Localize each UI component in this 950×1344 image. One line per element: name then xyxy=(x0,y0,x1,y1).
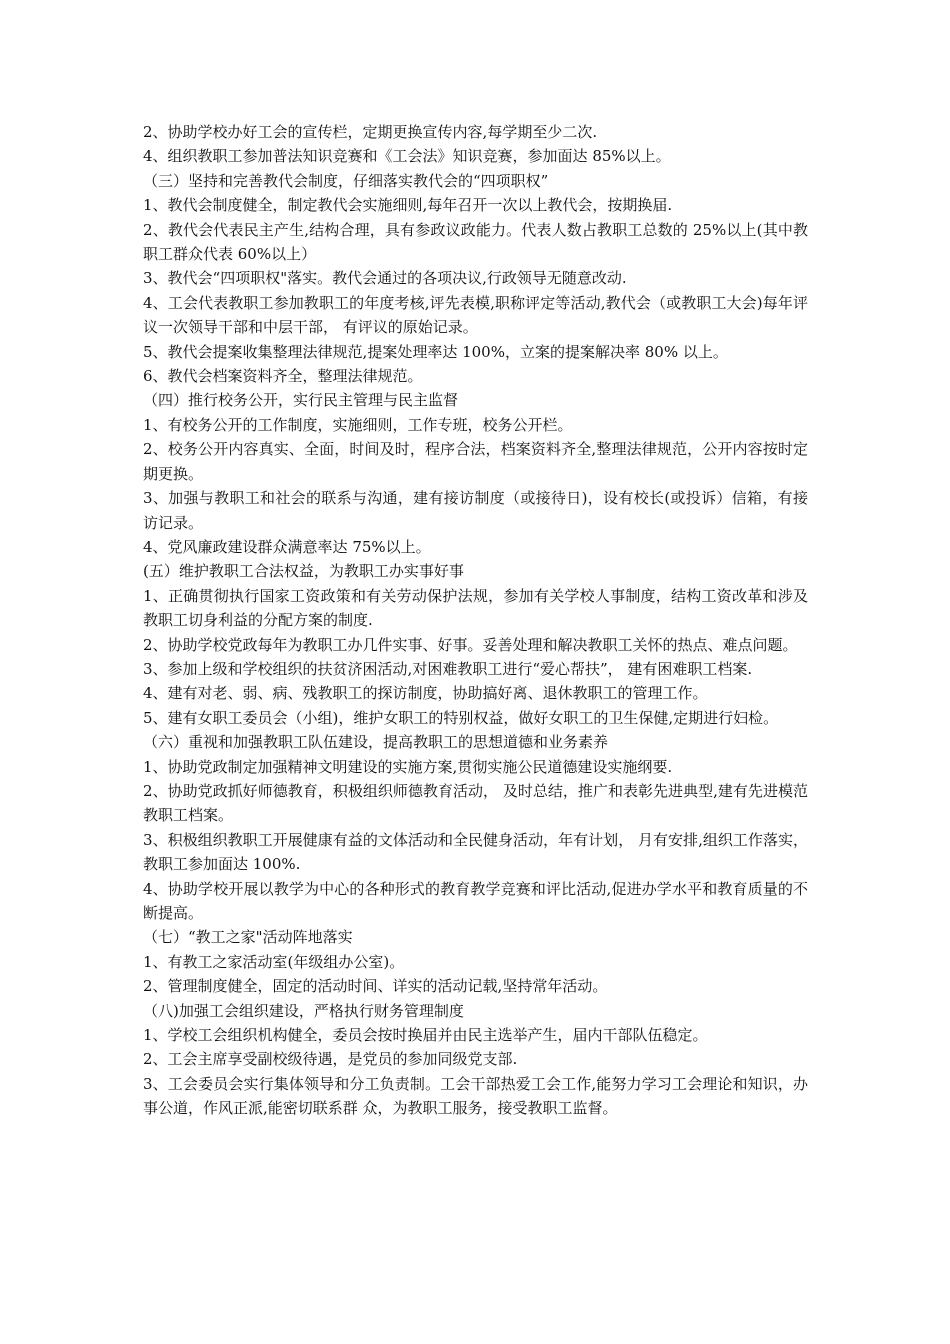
paragraph-line: 4、工会代表教职工参加教职工的年度考核,评先表模,职称评定等活动,教代会（或教职工大会)每年评议一次领导干部和中层干部， 有评议的原始记录。 xyxy=(143,293,808,337)
paragraph-line: 1、有教工之家活动室(年级组办公室)。 xyxy=(143,952,405,971)
section-heading: （七）“教工之家"活动阵地落实 xyxy=(143,928,353,947)
section-heading: (五）维护教职工合法权益，为教职工办实事好事 xyxy=(143,562,464,581)
paragraph-line: 3、参加上级和学校组织的扶贫济困活动,对困难教职工进行“爱心帮扶”， 建有困难职工档案. xyxy=(143,659,753,678)
paragraph-line: 5、教代会提案收集整理法律规范,提案处理率达 100%，立案的提案解决率 80% 以上。 xyxy=(143,342,728,361)
paragraph-line: 4、党风廉政建设群众满意率达 75%以上。 xyxy=(143,537,431,556)
paragraph-line: 2、教代会代表民主产生,结构合理，具有参政议政能力。代表人数占教职工总数的 25%以上(其中教职工群众代表 60%以上） xyxy=(143,220,808,264)
paragraph-line: 2、协助党政抓好师德教育，积极组织师德教育活动， 及时总结，推广和表彰先进典型,建有先进模范教职工档案。 xyxy=(143,781,808,825)
section-heading: （四）推行校务公开，实行民主管理与民主监督 xyxy=(143,391,459,410)
section-heading: （三）坚持和完善教代会制度，仔细落实教代会的“四项职权” xyxy=(143,171,549,190)
paragraph-line: 3、工会委员会实行集体领导和分工负责制。工会干部热爱工会工作,能努力学习工会理论和知识，办事公道，作风正派,能密切联系群 众，为教职工服务，接受教职工监督。 xyxy=(143,1074,808,1118)
paragraph-line: 1、协助党政制定加强精神文明建设的实施方案,贯彻实施公民道德建设实施纲要. xyxy=(143,757,673,776)
paragraph-line: 2、管理制度健全，固定的活动时间、详实的活动记载,坚持常年活动。 xyxy=(143,977,608,996)
document-body xyxy=(143,120,808,1121)
paragraph-line: 2、工会主席享受副校级待遇，是党员的参加同级党支部. xyxy=(143,1050,518,1069)
paragraph-line: 3、加强与教职工和社会的联系与沟通，建有接访制度（或接待日)，设有校长(或投诉）信箱，有接访记录。 xyxy=(143,489,808,532)
section-heading: （六）重视和加强教职工队伍建设，提高教职工的思想道德和业务素养 xyxy=(143,733,609,752)
paragraph-line: 1、正确贯彻执行国家工资政策和有关劳动保护法规，参加有关学校人事制度，结构工资改革和涉及教职工切身利益的分配方案的制度. xyxy=(143,586,808,630)
paragraph-line: 5、建有女职工委员会（小组)，维护女职工的特别权益，做好女职工的卫生保健,定期进行妇检。 xyxy=(143,708,779,727)
paragraph-line: 3、积极组织教职工开展健康有益的文体活动和全民健身活动，年有计划， 月有安排,组织工作落实，教职工参加面达 100%. xyxy=(143,830,808,874)
paragraph-line: 4、建有对老、弱、病、残教职工的探访制度，协助搞好离、退休教职工的管理工作。 xyxy=(143,684,708,703)
paragraph-line: 4、协助学校开展以教学为中心的各种形式的教育教学竞赛和评比活动,促进办学水平和教育质量的不断提高。 xyxy=(143,879,808,922)
paragraph-line: 4、组织教职工参加普法知识竞赛和《工会法》知识竞赛，参加面达 85%以上。 xyxy=(143,147,671,166)
paragraph-line: 2、协助学校党政每年为教职工办几件实事、好事。妥善处理和解决教职工关怀的热点、难点问题。 xyxy=(143,635,798,654)
paragraph-line: 2、协助学校办好工会的宣传栏，定期更换宣传内容,每学期至少二次. xyxy=(143,123,598,141)
paragraph-line: 6、教代会档案资料齐全，整理法律规范。 xyxy=(143,367,423,386)
paragraph-line: 1、学校工会组织机构健全，委员会按时换届并由民主选举产生，届内干部队伍稳定。 xyxy=(143,1026,708,1045)
paragraph-line: 1、有校务公开的工作制度，实施细则，工作专班，校务公开栏。 xyxy=(143,415,573,434)
paragraph-line: 2、校务公开内容真实、全面，时间及时，程序合法，档案资料齐全,整理法律规范，公开内容按时定期更换。 xyxy=(143,440,808,483)
section-heading: （八)加强工会组织建设，严格执行财务管理制度 xyxy=(143,1001,464,1020)
paragraph-line: 1、教代会制度健全，制定教代会实施细则,每年召开一次以上教代会，按期换届. xyxy=(143,196,673,215)
paragraph-line: 3、教代会“四项职权"落实。教代会通过的各项决议,行政领导无随意改动. xyxy=(143,269,627,288)
